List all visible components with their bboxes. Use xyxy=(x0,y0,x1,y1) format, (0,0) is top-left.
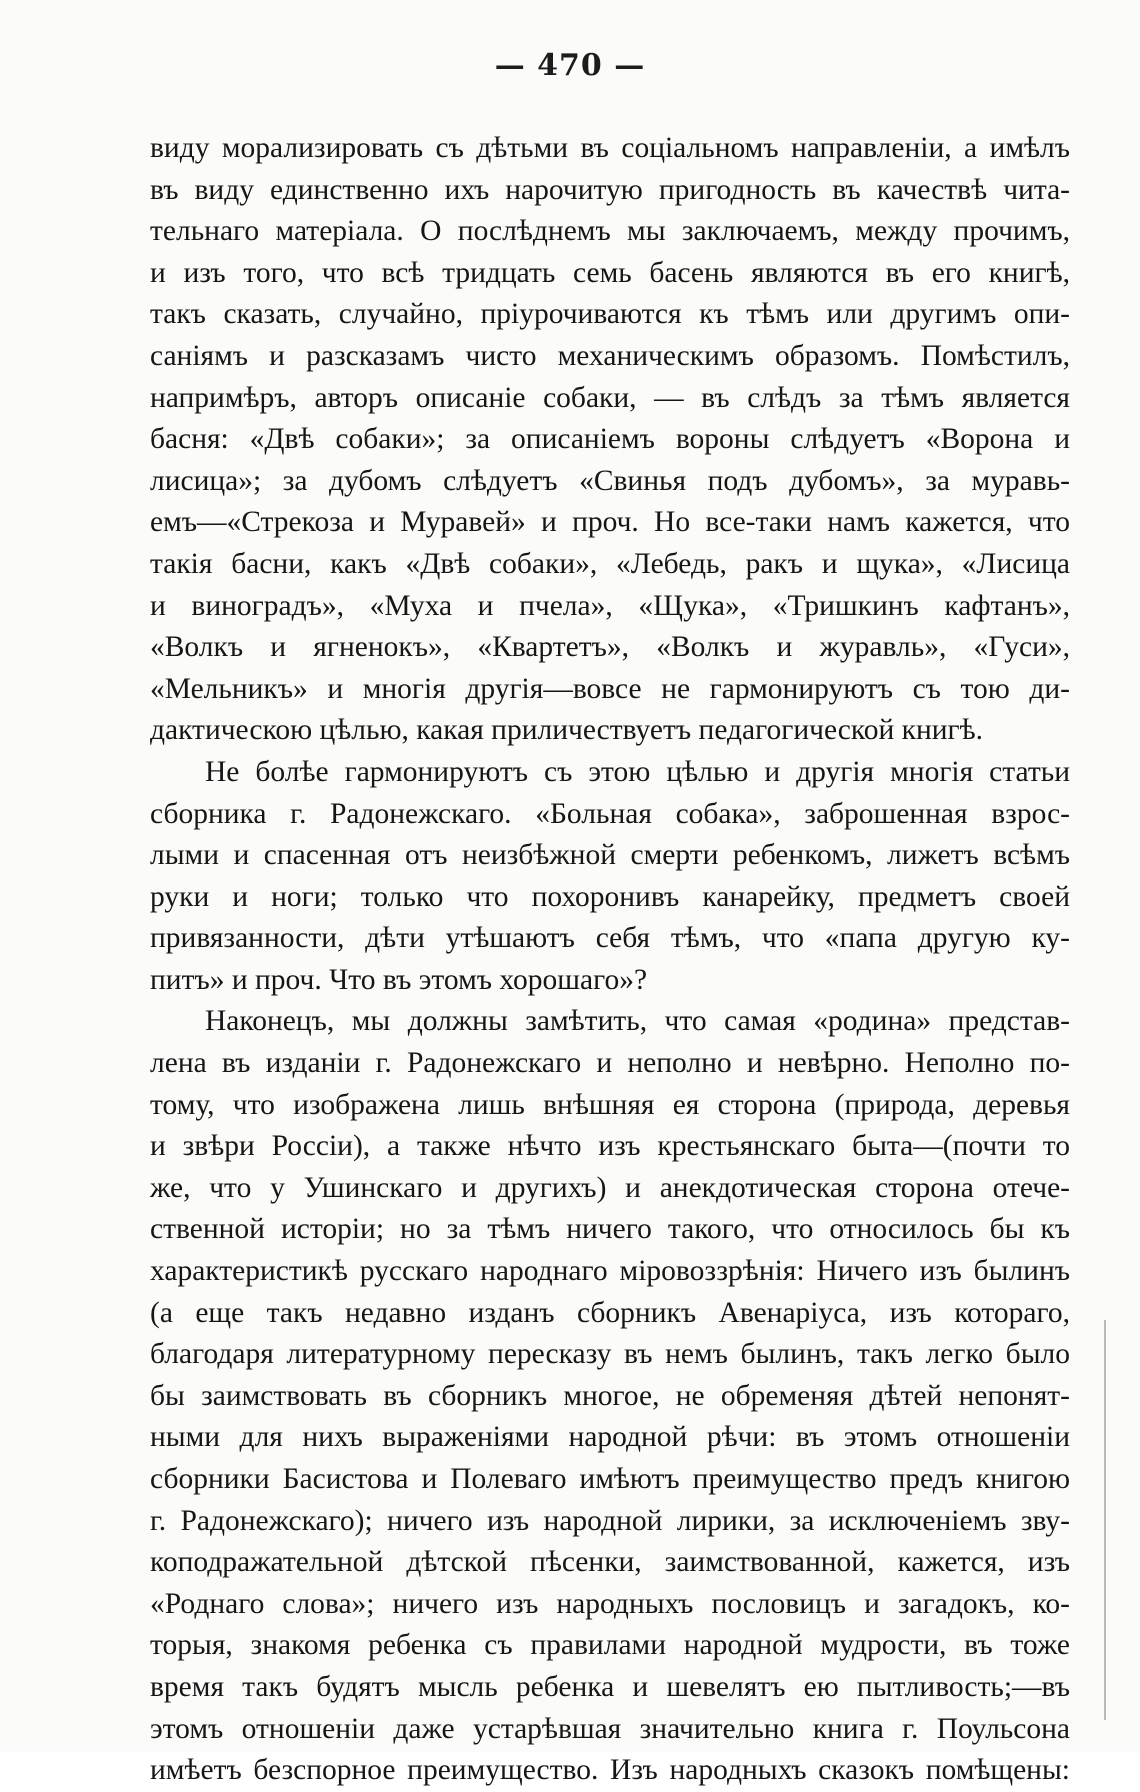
page-number: — 470 — xyxy=(494,48,646,83)
text-line: въ виду единственно ихъ нарочитую пригодность въ качествѣ чита- xyxy=(150,173,1070,206)
text-line: басня: «Двѣ собаки»; за описаніемъ вороны слѣдуетъ «Ворона и xyxy=(150,423,1070,456)
margin-scan-mark xyxy=(1104,1320,1106,1720)
text-line: тому, что изображена лишь внѣшняя ея сторона (природа, деревья xyxy=(150,1088,1070,1121)
text-line: руки и ноги; только что похоронивъ канарейку, предметъ своей xyxy=(150,880,1070,913)
text-line: такія басни, какъ «Двѣ собаки», «Лебедь, ракъ и щука», «Лисица xyxy=(150,547,1070,580)
text-line: емъ—«Стрекоза и Муравей» и проч. Но все-таки намъ кажется, что xyxy=(150,506,1070,539)
text-line: этомъ отношеніи даже устарѣвшая значительно книга г. Поульсона xyxy=(150,1712,1070,1745)
text-line: время такъ будятъ мысль ребенка и шевелятъ ею пытливость;—въ xyxy=(150,1670,1070,1703)
text-line: ственной исторіи; но за тѣмъ ничего такого, что относилось бы къ xyxy=(150,1213,1070,1246)
text-line: и изъ того, что всѣ тридцать семь басень являются въ его книгѣ, xyxy=(150,256,1070,289)
text-line: сборника г. Радонежскаго. «Больная собака», заброшенная взрос- xyxy=(150,797,1070,830)
text-line: г. Радонежскаго); ничего изъ народной лирики, за исключеніемъ зву- xyxy=(150,1504,1070,1537)
text-line: тельнаго матеріала. О послѣднемъ мы заключаемъ, между прочимъ, xyxy=(150,215,1070,248)
text-line: привязанности, дѣти утѣшаютъ себя тѣмъ, что «папа другую ку- xyxy=(150,922,1070,955)
text-line: «Мельникъ» и многія другія—вовсе не гармонируютъ съ тою ди- xyxy=(150,672,1070,705)
text-line: саніямъ и разсказамъ чисто механическимъ образомъ. Помѣстилъ, xyxy=(150,339,1070,372)
text-line: коподражательной дѣтской пѣсенки, заимствованной, кажется, изъ xyxy=(150,1546,1070,1579)
text-line: и звѣри Россіи), а также нѣчто изъ крестьянскаго быта—(почти то xyxy=(150,1130,1070,1163)
text-line: бы заимствовать въ сборникъ многое, не обременяя дѣтей непонят- xyxy=(150,1379,1070,1412)
text-line: торыя, знакомя ребенка съ правилами народной мудрости, въ тоже xyxy=(150,1629,1070,1662)
text-line: лыми и спасенная отъ неизбѣжной смерти ребенкомъ, лижетъ всѣмъ xyxy=(150,839,1070,872)
text-line: (а еще такъ недавно изданъ сборникъ Авенаріуса, изъ котораго, xyxy=(150,1296,1070,1329)
text-line: питъ» и проч. Что въ этомъ хорошаго»? xyxy=(150,963,648,996)
text-line: лисица»; за дубомъ слѣдуетъ «Свинья подъ дубомъ», за муравь- xyxy=(150,464,1070,497)
text-line: же, что у Ушинскаго и другихъ) и анекдотическая сторона отече- xyxy=(150,1171,1070,1204)
text-line: «Роднаго слова»; ничего изъ народныхъ пословицъ и загадокъ, ко- xyxy=(150,1587,1070,1620)
text-line: ными для нихъ выраженіями народной рѣчи: въ этомъ отношеніи xyxy=(150,1421,1070,1454)
text-line: характеристикѣ русскаго народнаго міровоззрѣнія: Ничего изъ былинъ xyxy=(150,1255,1070,1288)
text-line: сборники Басистова и Полеваго имѣютъ преимущество предъ книгою xyxy=(150,1463,1070,1495)
text-line: благодаря литературному пересказу въ немъ былинъ, такъ легко было xyxy=(150,1338,1070,1371)
text-line: такъ сказать, случайно, пріурочиваются къ тѣмъ или другимъ опи- xyxy=(150,298,1070,331)
text-line: «Волкъ и ягненокъ», «Квартетъ», «Волкъ и журавль», «Гуси», xyxy=(150,631,1070,664)
text-line: напримѣръ, авторъ описаніе собаки, — въ слѣдъ за тѣмъ является xyxy=(150,381,1070,414)
body-text xyxy=(150,128,1070,1792)
text-line: Не болѣе гармонируютъ съ этою цѣлью и другія многія статьи xyxy=(205,755,1070,788)
text-line: виду морализировать съ дѣтьми въ соціальномъ направленіи, а имѣлъ xyxy=(150,132,1070,164)
text-line: лена въ изданіи г. Радонежскаго и неполно и невѣрно. Неполно по- xyxy=(150,1047,1070,1080)
text-line: имѣетъ безспорное преимущество. Изъ народныхъ сказокъ помѣщены: xyxy=(150,1754,1070,1787)
text-line: Наконецъ, мы должны замѣтить, что самая «родина» представ- xyxy=(205,1005,1070,1038)
text-line: и виноградъ», «Муха и пчела», «Щука», «Тришкинъ кафтанъ», xyxy=(150,589,1070,622)
text-line: дактическою цѣлью, какая приличествуетъ педагогической книгѣ. xyxy=(150,714,984,747)
